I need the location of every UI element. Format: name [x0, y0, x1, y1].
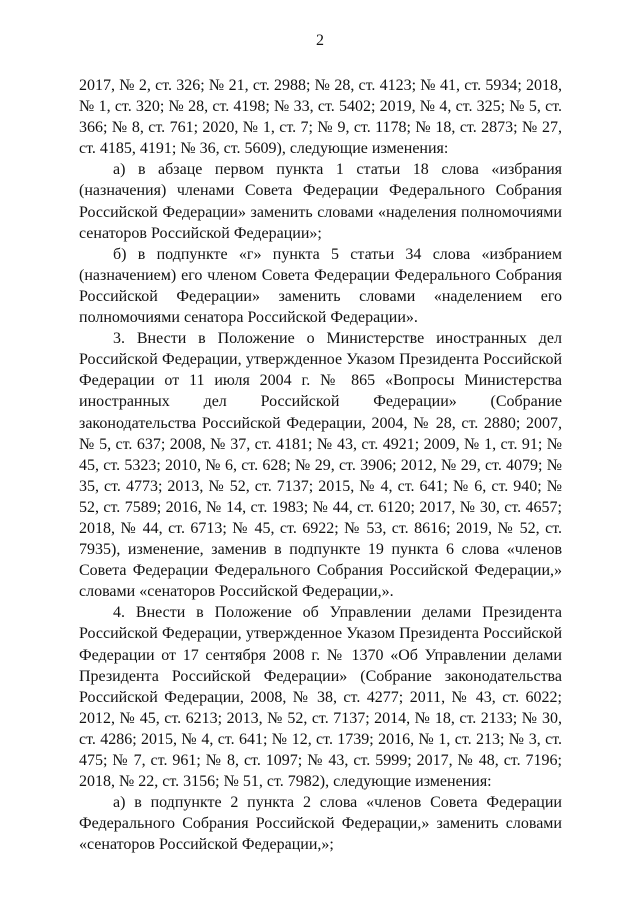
- paragraph-section-3: 3. Внести в Положение о Министерстве иностранных дел Российской Федерации, утвержденное Указом Президента Российской Федерации от 11 июля 2004 г. № 865 «Вопросы Министерства иностранных дел Российской Федерации» (Собрание законодательства Российской Федерации, 2004, № 28, ст. 2880; 2007, № 5, ст. 637; 2008, № 37, ст. 4181; № 43, ст. 4921; 2009, № 1, ст. 91; № 45, ст. 5323; 2010, № 6, ст. 628; № 29, ст. 3906; 2012, № 29, ст. 4079; № 35, ст. 4773; 2013, № 52, ст. 7137; 2015, № 4, ст. 641; № 6, ст. 940; № 52, ст. 7589; 2016, № 14, ст. 1983; № 44, ст. 6120; 2017, № 30, ст. 4657; 2018, № 44, ст. 6713; № 45, ст. 6922; № 53, ст. 8616; 2019, № 52, ст. 7935), изменение, заменив в подпункте 19 пункта 6 слова «членов Совета Федерации Федерального Собрания Российской Федерации,» словами «сенаторов Российской Федерации,».: [79, 330, 562, 601]
- page-number: 2: [316, 32, 324, 49]
- paragraph-item-a: а) в абзаце первом пункта 1 статьи 18 слова «избрания (назначения) членами Совета Федерации Федерального Собрания Российской Федерации» заменить словами «наделения полномочиями сенаторов Российской Федерации»;: [79, 161, 562, 242]
- paragraph-continuation: 2017, № 2, ст. 326; № 21, ст. 2988; № 28, ст. 4123; № 41, ст. 5934; 2018, № 1, ст. 320; № 28, ст. 4198; № 33, ст. 5402; 2019, № 4, ст. 325; № 5, ст. 366; № 8, ст. 761; 2020, № 1, ст. 7; № 9, ст. 1178; № 18, ст. 2873; № 27, ст. 4185, 4191; № 36, ст. 5609), следующие изменения:: [79, 77, 562, 158]
- paragraph-section-4-item-a: а) в подпункте 2 пункта 2 слова «членов Совета Федерации Федерального Собрания Российской Федерации,» заменить словами «сенаторов Российской Федерации,»;: [79, 794, 562, 854]
- paragraph-section-4: 4. Внести в Положение об Управлении делами Президента Российской Федерации, утвержденное Указом Президента Российской Федерации от 17 сентября 2008 г. № 1370 «Об Управлении делами Президента Российской Федерации» (Собрание законодательства Российской Федерации, 2008, № 38, ст. 4277; 2011, № 43, ст. 6022; 2012, № 45, ст. 6213; 2013, № 52, ст. 7137; 2014, № 18, ст. 2133; № 30, ст. 4286; 2015, № 4, ст. 641; № 12, ст. 1739; 2016, № 1, ст. 213; № 3, ст. 475; № 7, ст. 961; № 8, ст. 1097; № 43, ст. 5999; 2017, № 48, ст. 7196; 2018, № 22, ст. 3156; № 51, ст. 7982), следующие изменения:: [79, 604, 562, 791]
- document-body: [79, 75, 562, 855]
- paragraph-item-b: б) в подпункте «г» пункта 5 статьи 34 слова «избранием (назначением) его членом Совета Федерации Федерального Собрания Российской Федерации» заменить словами «наделением его полномочиями сенатора Российской Федерации».: [79, 245, 562, 327]
